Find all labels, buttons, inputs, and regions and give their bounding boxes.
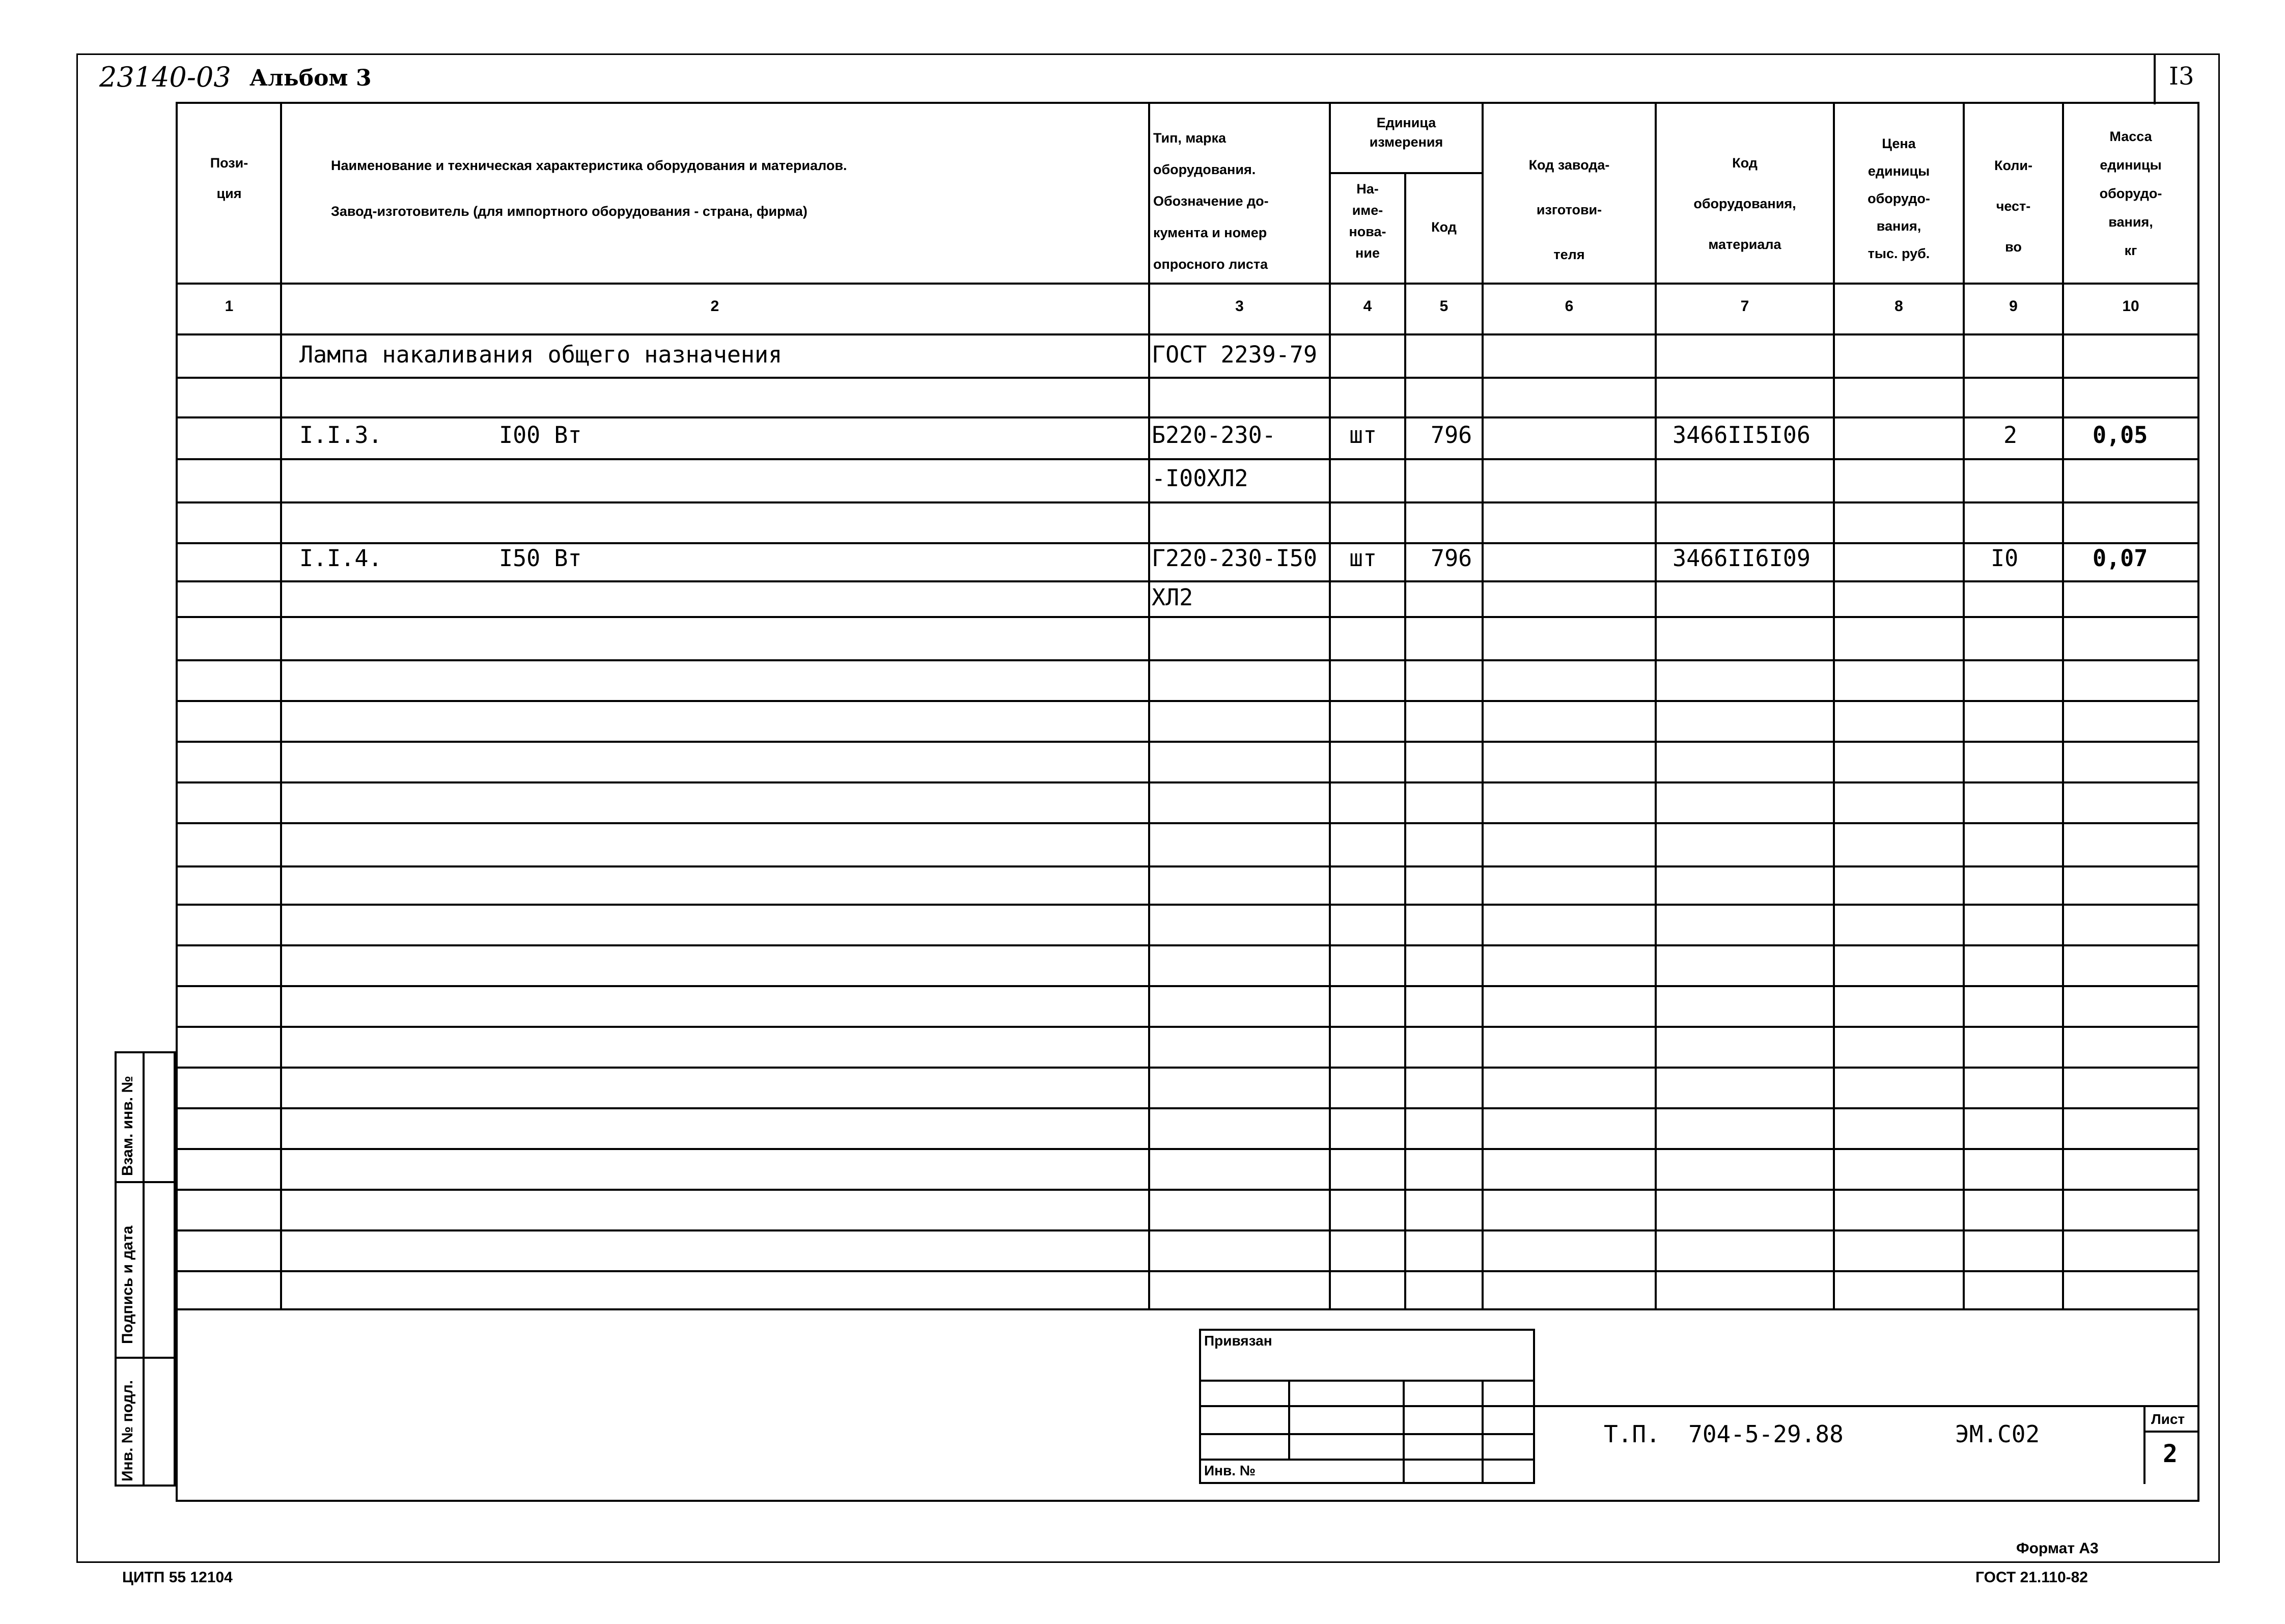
- stamp-line: [1199, 1459, 1535, 1461]
- row-line: [176, 1270, 2199, 1272]
- col-number: 6: [1565, 298, 1574, 315]
- row-quantity: I0: [1991, 545, 2019, 572]
- side-stamp-line: [115, 1181, 176, 1183]
- album-label: Альбом 3: [249, 65, 372, 91]
- col-header-type: Тип, марка оборудования. Обозначение до- кумента и номер опросного листа: [1153, 130, 1269, 272]
- col-number: 9: [2009, 298, 2018, 315]
- sheet-box-line: [2143, 1431, 2199, 1433]
- col-number: 2: [710, 298, 719, 315]
- row-line: [176, 1308, 2199, 1310]
- row-line: [176, 659, 2199, 661]
- row-line: [176, 1189, 2199, 1191]
- col-header-mass: Масса единицы оборудо- вания, кг: [2099, 129, 2162, 258]
- col-header-unit-code: Код: [1431, 219, 1457, 235]
- stamp-divider: [1403, 1380, 1405, 1484]
- stamp-line: [1199, 1405, 1535, 1407]
- linked-label: Привязан: [1204, 1333, 1272, 1349]
- row-unit-code: 796: [1431, 422, 1472, 449]
- row-line: [176, 822, 2199, 824]
- footer-gost: ГОСТ 21.110-82: [1975, 1569, 2088, 1586]
- col-header-position: Пози- ция: [210, 155, 248, 201]
- row-position: I.I.3.: [299, 422, 382, 449]
- col-header-unit-name: На- име- нова- ние: [1349, 181, 1386, 261]
- footer-format: Формат А3: [2016, 1540, 2099, 1557]
- row-type: Б220-230-: [1152, 422, 1276, 449]
- row-line: [176, 1107, 2199, 1109]
- stamp-line: [1199, 1433, 1535, 1435]
- col-header-price: Цена единицы оборудо- вания, тыс. руб.: [1868, 136, 1930, 261]
- row-line: [176, 377, 2199, 379]
- row-quantity: 2: [2003, 422, 2018, 449]
- row-line: [176, 1148, 2199, 1150]
- side-label-orig-inv: Инв. № подл.: [119, 1380, 136, 1481]
- row-unit: шт: [1349, 422, 1377, 449]
- row-line: [176, 1026, 2199, 1028]
- row-unit-code: 796: [1431, 545, 1472, 572]
- side-label-replace-inv: Взам. инв. №: [119, 1076, 136, 1176]
- row-name: I00 Вт: [499, 422, 582, 449]
- side-stamp-line: [115, 1357, 176, 1359]
- top-page-number: I3: [2169, 62, 2194, 91]
- row-type: Г220-230-I50: [1152, 545, 1318, 572]
- row-type: ХЛ2: [1152, 584, 1193, 611]
- row-line: [176, 458, 2199, 460]
- inv-no-label: Инв. №: [1204, 1463, 1256, 1478]
- row-line: [176, 580, 2199, 582]
- col-number: 10: [2122, 298, 2139, 315]
- row-equipment-code: 3466II5I06: [1673, 422, 1810, 449]
- row-line: [176, 542, 2199, 544]
- row-line: [176, 416, 2199, 418]
- sheet-code: ЭМ.С02: [1955, 1420, 2040, 1448]
- row-line: [176, 781, 2199, 783]
- col-header-manufacturer-code: Код завода- изготови- теля: [1528, 157, 1610, 262]
- row-unit: шт: [1349, 545, 1377, 572]
- stamp-divider: [1482, 1380, 1484, 1484]
- row-line: [176, 1229, 2199, 1231]
- col-number: 1: [225, 298, 234, 315]
- row-line: [176, 1067, 2199, 1069]
- sheet-number: 2: [2163, 1440, 2178, 1468]
- header-bottom-line: [176, 283, 2199, 285]
- row-line: [176, 741, 2199, 743]
- unit-group-header: Единица измерения: [1369, 115, 1443, 150]
- row-equipment-code: 3466II6I09: [1673, 545, 1810, 572]
- row-name: Лампа накаливания общего назначения: [299, 341, 783, 368]
- stamp-line: [1199, 1380, 1535, 1382]
- row-line: [176, 616, 2199, 618]
- sheet-label: Лист: [2151, 1411, 2185, 1427]
- footer-left: ЦИТП 55 12104: [122, 1569, 233, 1586]
- row-line: [176, 944, 2199, 946]
- row-line: [176, 865, 2199, 867]
- stamp-divider: [1288, 1380, 1290, 1459]
- col-header-quantity: Коли- чест- во: [1994, 158, 2033, 255]
- col-number: 3: [1235, 298, 1244, 315]
- col-number: 5: [1439, 298, 1448, 315]
- side-stamp-divider: [143, 1051, 145, 1487]
- row-name: I50 Вт: [499, 545, 582, 572]
- row-type: ГОСТ 2239-79: [1152, 341, 1318, 368]
- col-header-name: Наименование и техническая характеристика оборудования и материалов. Завод-изготовитель (для импортного оборудования - страна, фирма): [331, 158, 847, 219]
- row-mass: 0,05: [2093, 422, 2148, 449]
- row-line: [176, 501, 2199, 503]
- side-label-sign-date: Подпись и дата: [119, 1225, 136, 1344]
- row-type: -I00ХЛ2: [1152, 465, 1248, 492]
- document-number: Т.П. 704-5-29.88: [1604, 1420, 1844, 1448]
- numbers-row-line: [176, 333, 2199, 335]
- row-mass: 0,07: [2093, 545, 2148, 572]
- row-line: [176, 700, 2199, 702]
- col-number: 8: [1894, 298, 1903, 315]
- row-line: [176, 904, 2199, 906]
- row-line: [176, 985, 2199, 987]
- col-header-equipment-code: Код оборудования, материала: [1693, 155, 1796, 252]
- row-position: I.I.4.: [299, 545, 382, 572]
- document-code: 23140-03: [99, 61, 231, 93]
- col-number: 4: [1363, 298, 1372, 315]
- col-number: 7: [1740, 298, 1749, 315]
- unit-subheader-line: [1329, 172, 1484, 174]
